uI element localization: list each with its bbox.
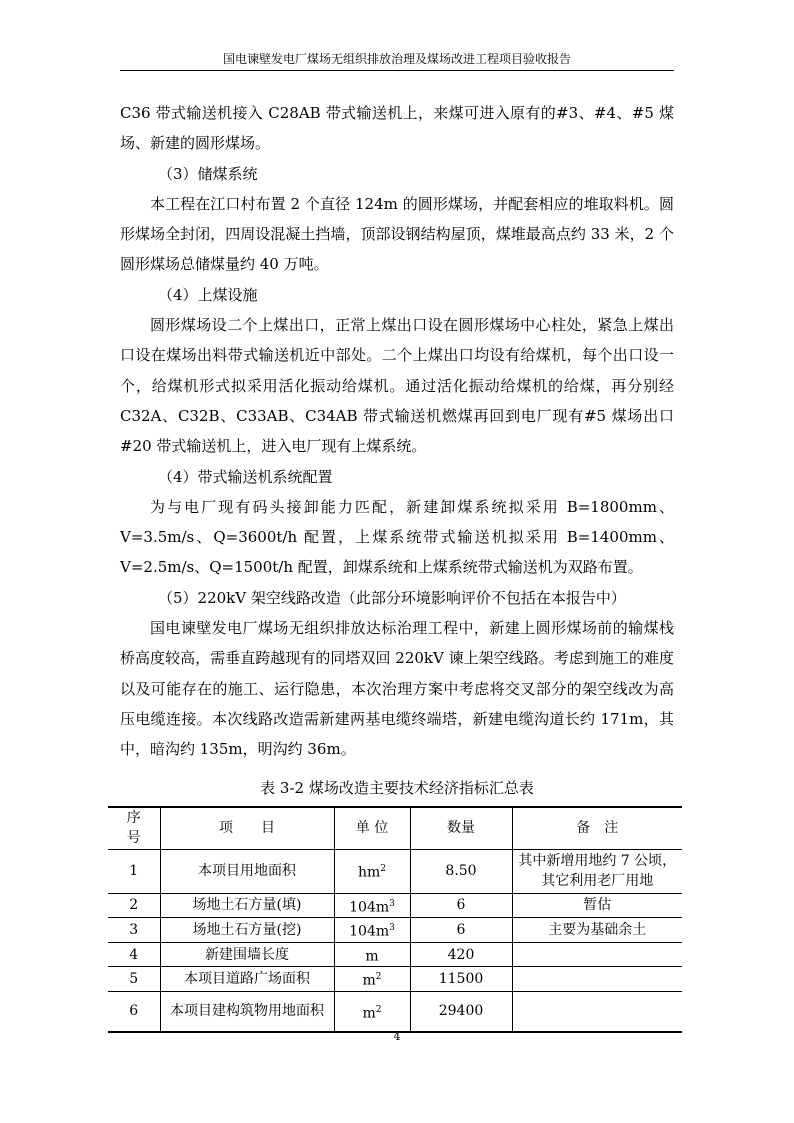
cell-no: 3 [108, 918, 160, 943]
unit-sup: 2 [380, 864, 387, 875]
cell-note: 主要为基础余土 [512, 918, 682, 943]
unit-sup: 2 [375, 972, 382, 983]
section-heading: （4）带式输送机系统配置 [158, 467, 333, 486]
header-no [108, 807, 160, 849]
table-row [108, 992, 682, 1032]
unit-base: m [362, 973, 376, 990]
cell-qty: 6 [410, 918, 512, 943]
cell-qty: 8.50 [410, 849, 512, 893]
cell-item: 本项目建构筑物用地面积 [160, 992, 334, 1032]
header-unit: 单 位 [334, 807, 410, 849]
cell-item: 场地土石方量(填) [160, 893, 334, 918]
cell-no: 2 [108, 893, 160, 918]
cell-unit [334, 893, 410, 918]
table-row [108, 942, 682, 967]
cell-note [512, 942, 682, 967]
page-number: 4 [393, 1030, 401, 1043]
table-row [108, 967, 682, 992]
indicator-table [108, 806, 682, 1033]
body-text [120, 98, 674, 765]
cell-unit [334, 942, 410, 967]
header-note: 备 注 [512, 807, 682, 849]
unit-base: m [365, 948, 379, 965]
cell-unit [334, 918, 410, 943]
cell-no: 4 [108, 942, 160, 967]
cell-no: 6 [108, 992, 160, 1032]
cell-qty: 29400 [410, 992, 512, 1032]
page-header: 国电谏壁发电厂煤场无组织排放治理及煤场改进工程项目验收报告 [222, 52, 571, 66]
unit-base: m [362, 1005, 376, 1022]
paragraph: 为与电厂现有码头接卸能力匹配，新建卸煤系统拟采用 B=1800mm、V=3.5m/s、Q=3600t/h 配置，上煤系统带式输送机拟采用 B=1400mm、V=2.5m/s、Q=1500t/h 配置，卸煤系统和上煤系统带式输送机为双路布置。 [120, 497, 674, 577]
cell-note: 暂估 [512, 893, 682, 918]
cell-unit [334, 967, 410, 992]
cell-item: 新建围墙长度 [160, 942, 334, 967]
paragraph: 圆形煤场设二个上煤出口，正常上煤出口设在圆形煤场中心柱处，紧急上煤出口设在煤场出料带式输送机近中部处。二个上煤出口均设有给煤机，每个出口设一个，给煤机形式拟采用活化振动给煤机。通过活化振动给煤机的给煤，再分别经 C32A、C32B、C33AB、C34AB 带式输送机燃煤再回到电厂现有#5 煤场出口#20 带式输送机上，进入电厂现有上煤系统。 [120, 316, 674, 456]
table-caption: 表 3-2 煤场改造主要技术经济指标汇总表 [260, 779, 534, 797]
cell-unit [334, 849, 410, 893]
unit-base: hm [357, 864, 381, 881]
header-no-text: 序号 [126, 810, 141, 847]
unit-sup: 3 [389, 898, 395, 909]
header-rule [120, 70, 674, 71]
cell-note [512, 967, 682, 992]
section-heading: （4）上煤设施 [158, 285, 258, 304]
cell-qty: 6 [410, 893, 512, 918]
cell-unit [334, 992, 410, 1032]
header-item: 项 目 [160, 807, 334, 849]
cell-no: 5 [108, 967, 160, 992]
paragraph: 本工程在江口村布置 2 个直径 124m 的圆形煤场，并配套相应的堆取料机。圆形煤场全封闭，四周设混凝土挡墙，顶部设钢结构屋顶，煤堆最高点约 33 米，2 个圆形煤场总储煤量约 40 万吨。 [120, 194, 674, 274]
section-heading: （5）220kV 架空线路改造（此部分环境影响评价不包括在本报告中） [158, 588, 626, 607]
cell-no: 1 [108, 849, 160, 893]
table-row [108, 849, 682, 893]
table-row [108, 893, 682, 918]
unit-base: 104m [349, 899, 390, 916]
unit-base: 104m [349, 923, 390, 940]
cell-note [512, 992, 682, 1032]
section-heading: （3）储煤系统 [158, 164, 258, 183]
table-row [108, 918, 682, 943]
paragraph: 国电谏壁发电厂煤场无组织排放达标治理工程中，新建上圆形煤场前的输煤栈桥高度较高，需垂直跨越现有的同塔双回 220kV 谏上架空线路。考虑到施工的难度以及可能存在的施工、运行隐患，本次治理方案中考虑将交叉部分的架空线改为高压电缆连接。本次线路改造需新建两基电缆终端塔，新建电缆沟道长约 171m，其中，暗沟约 135m，明沟约 36m。 [120, 619, 674, 759]
header-qty: 数量 [410, 807, 512, 849]
cell-qty: 11500 [410, 967, 512, 992]
paragraph: C36 带式输送机接入 C28AB 带式输送机上，来煤可进入原有的#3、#4、#5 煤场、新建的圆形煤场。 [120, 104, 674, 153]
cell-item: 本项目用地面积 [160, 849, 334, 893]
unit-sup: 3 [389, 923, 395, 934]
cell-qty: 420 [410, 942, 512, 967]
unit-sup: 2 [375, 1004, 382, 1015]
cell-note: 其中新增用地约 7 公顷，其它利用老厂用地 [512, 849, 682, 893]
cell-item: 本项目道路广场面积 [160, 967, 334, 992]
cell-item: 场地土石方量(挖) [160, 918, 334, 943]
